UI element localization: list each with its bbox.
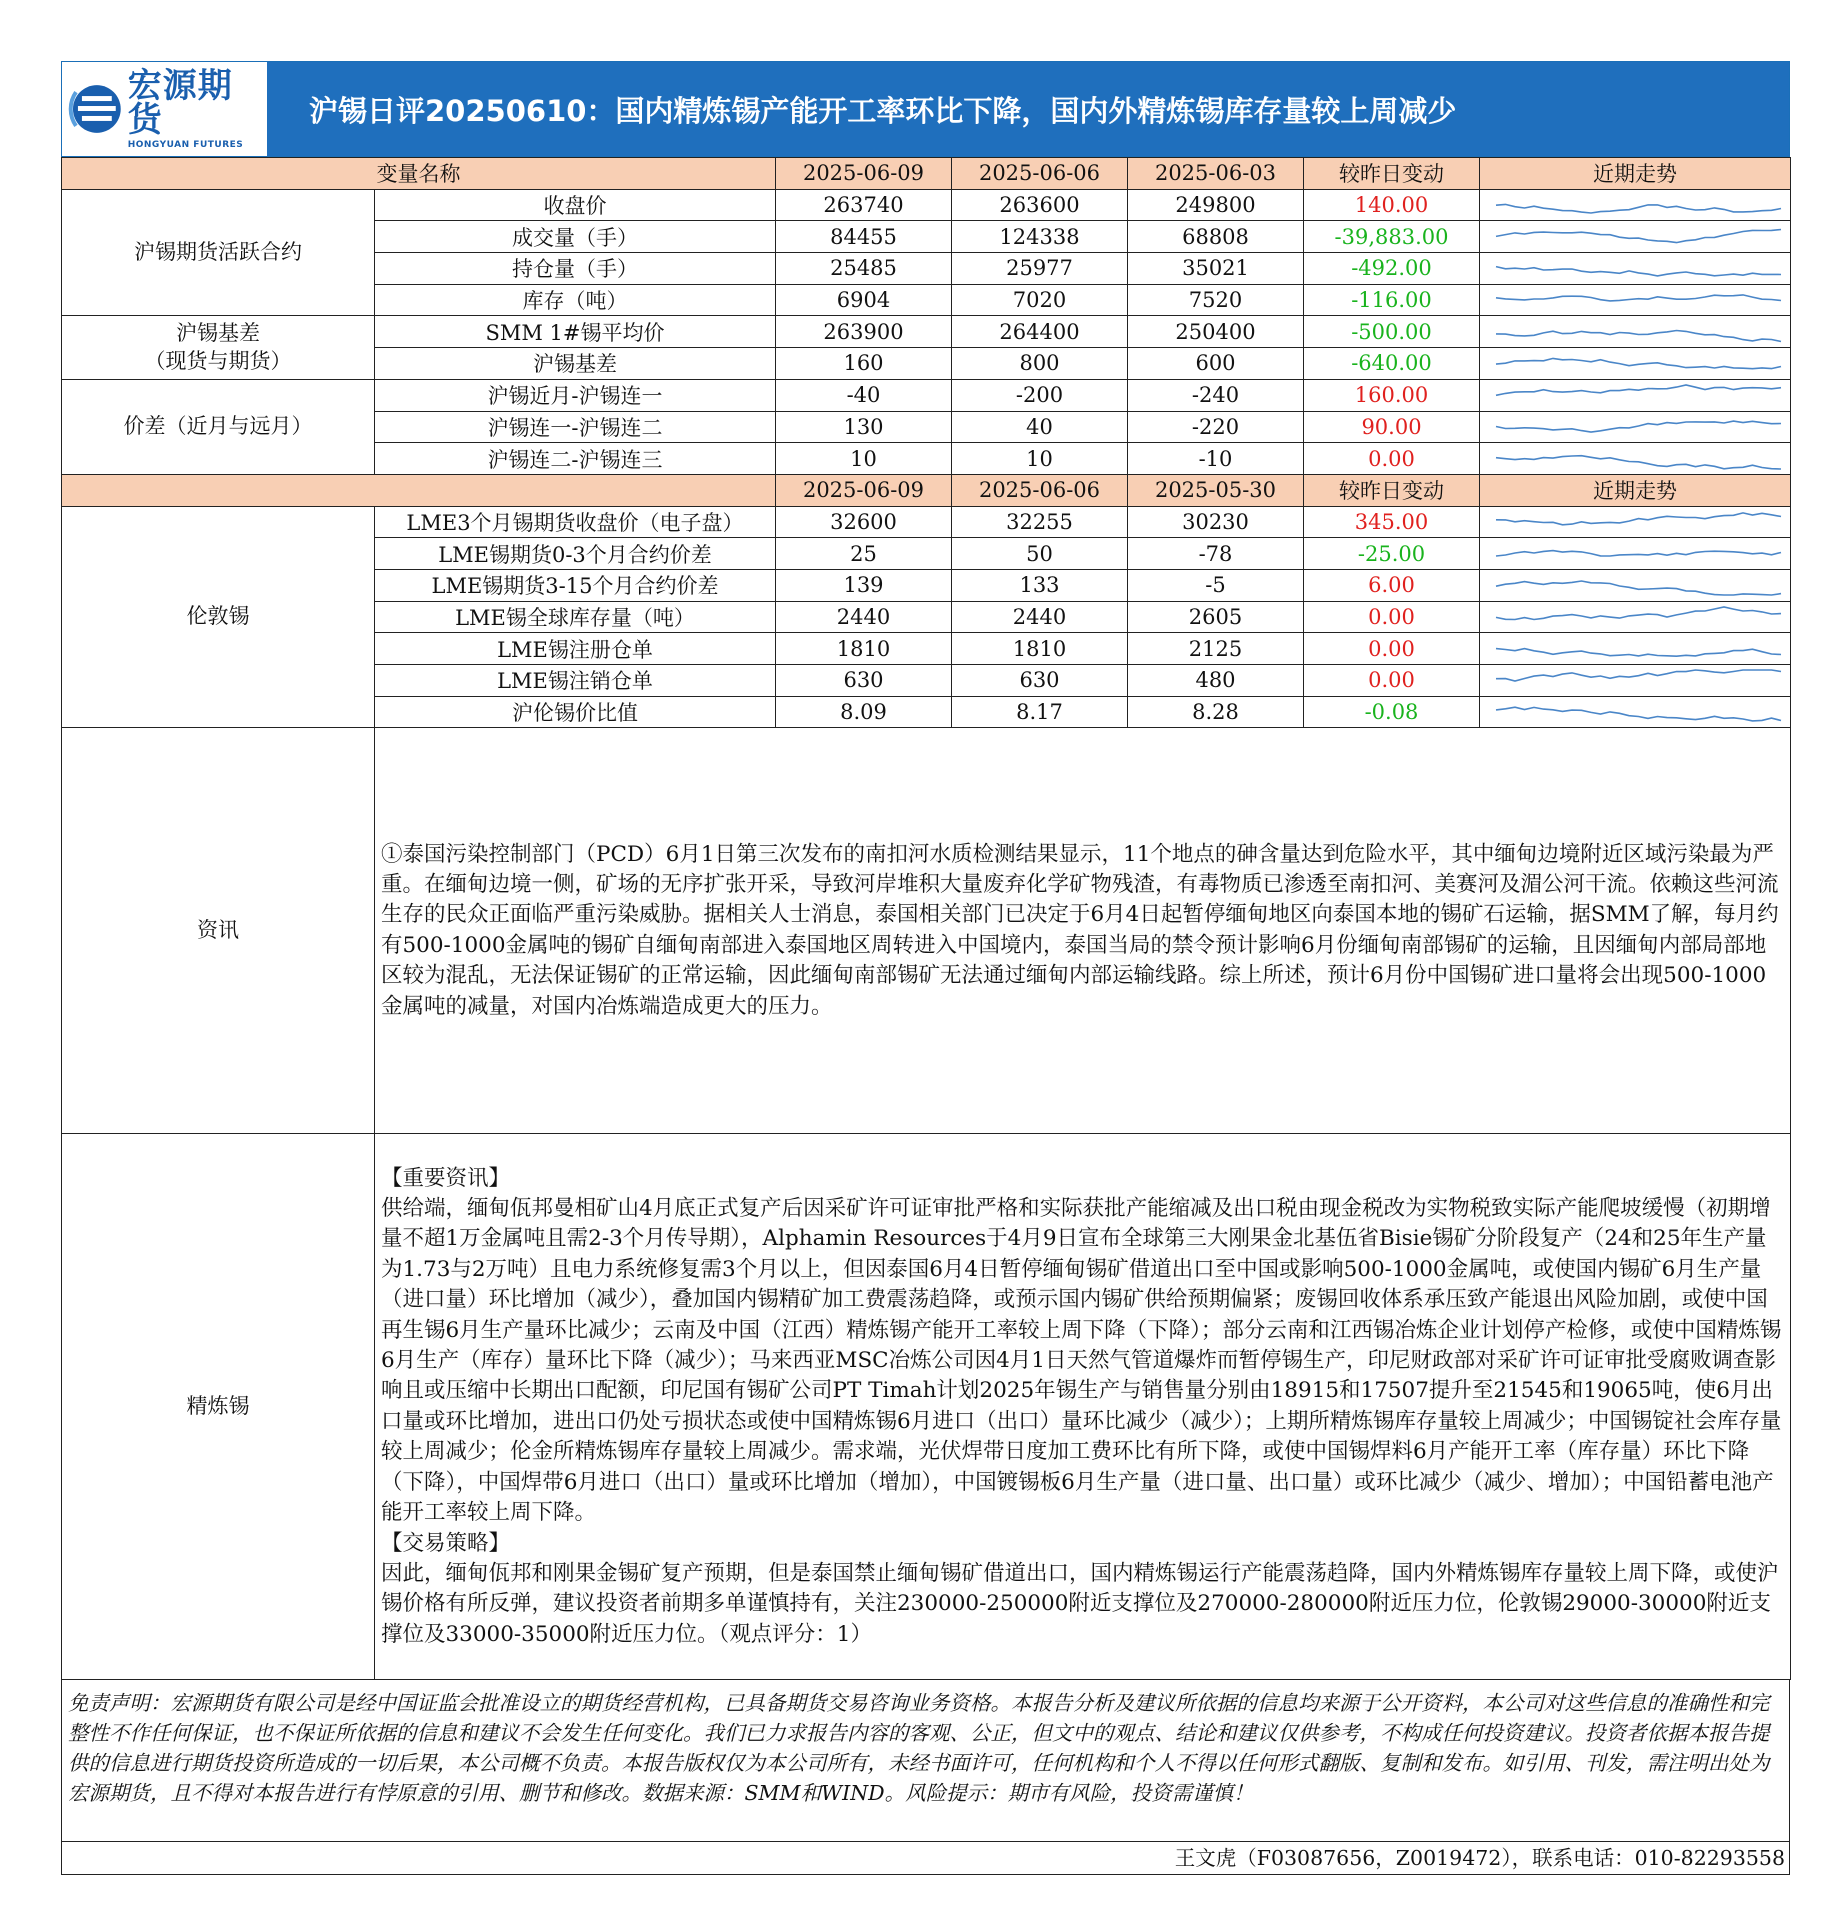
value-date-1: 2440	[776, 601, 952, 633]
value-date-1: 1810	[776, 633, 952, 665]
daily-change: -500.00	[1304, 316, 1480, 348]
value-date-3: 480	[1128, 665, 1304, 697]
daily-change: 0.00	[1304, 443, 1480, 475]
value-date-3: 35021	[1128, 253, 1304, 285]
daily-change: 6.00	[1304, 569, 1480, 601]
sparkline-chart	[1484, 190, 1791, 220]
sparkline-chart	[1484, 412, 1791, 442]
header-daily-change: 较昨日变动	[1304, 474, 1480, 506]
row-label: LME锡注册仓单	[375, 633, 776, 665]
value-date-1: 630	[776, 665, 952, 697]
value-date-3: -220	[1128, 411, 1304, 443]
sparkline-chart	[1484, 665, 1791, 695]
sparkline-chart	[1484, 570, 1791, 600]
group-label: 价差（近月与远月）	[62, 379, 375, 474]
row-label: 库存（吨）	[375, 284, 776, 316]
value-date-2: 2440	[952, 601, 1128, 633]
header-date-1: 2025-06-09	[776, 474, 952, 506]
trend-sparkline	[1480, 411, 1791, 443]
value-date-1: 6904	[776, 284, 952, 316]
sparkline-chart	[1484, 348, 1791, 378]
news-label: 资讯	[62, 728, 375, 1134]
value-date-2: 32255	[952, 506, 1128, 538]
refined-tin-label: 精炼锡	[62, 1134, 375, 1680]
daily-change: -39,883.00	[1304, 221, 1480, 253]
table-row	[62, 189, 1791, 221]
sparkline-line	[1496, 648, 1781, 656]
value-date-2: 8.17	[952, 696, 1128, 728]
sparkline-chart	[1484, 444, 1791, 474]
table-header-row	[62, 474, 1791, 506]
value-date-2: 40	[952, 411, 1128, 443]
header-recent-trend: 近期走势	[1480, 158, 1791, 190]
value-date-2: 10	[952, 443, 1128, 475]
indicator-table	[61, 157, 1791, 1680]
report-header	[61, 61, 1790, 157]
header-date-2: 2025-06-06	[952, 474, 1128, 506]
trend-sparkline	[1480, 506, 1791, 538]
value-date-3: 2125	[1128, 633, 1304, 665]
news-row	[62, 728, 1791, 1134]
section-heading: 【重要资讯】	[381, 1165, 511, 1191]
value-date-1: 263900	[776, 316, 952, 348]
disclaimer: 免责声明：宏源期货有限公司是经中国证监会批准设立的期货经营机构，已具备期货交易咨询业务资格。本报告分析及建议所依据的信息均来源于公开资料，本公司对这些信息的准确性和完整性不作任何保证，也不保证所依据的信息和建议不会发生任何变化。我们已力求报告内容的客观、公正，但文中的观点、结论和建议仅供参考，不构成任何投资建议。投资者依据本报告提供的信息进行期货投资所造成的一切后果，本公司概不负责。本报告版权仅为本公司所有，未经书面许可，任何机构和个人不得以任何形式翻版、复制和发布。如引用、刊发，需注明出处为宏源期货，且不得对本报告进行有悖原意的引用、删节和修改。数据来源：SMM和WIND。风险提示：期市有风险，投资需谨慎！	[61, 1680, 1790, 1842]
value-date-2: 7020	[952, 284, 1128, 316]
logo-english-name: HONGYUAN FUTURES	[127, 139, 244, 150]
sparkline-chart	[1484, 253, 1791, 283]
sparkline-chart	[1484, 539, 1791, 569]
daily-change: 90.00	[1304, 411, 1480, 443]
header-daily-change: 较昨日变动	[1304, 158, 1480, 190]
value-date-3: -5	[1128, 569, 1304, 601]
trend-sparkline	[1480, 189, 1791, 221]
sparkline-chart	[1484, 602, 1791, 632]
refined-tin-analysis	[375, 1134, 1791, 1680]
value-date-1: 32600	[776, 506, 952, 538]
value-date-3: -240	[1128, 379, 1304, 411]
row-label: LME锡期货0-3个月合约价差	[375, 538, 776, 570]
sparkline-chart	[1484, 697, 1791, 727]
trend-sparkline	[1480, 633, 1791, 665]
header-variable-name: 变量名称	[62, 158, 776, 190]
trend-sparkline	[1480, 665, 1791, 697]
value-date-3: 7520	[1128, 284, 1304, 316]
value-date-1: 160	[776, 348, 952, 380]
row-label: 收盘价	[375, 189, 776, 221]
sparkline-line	[1496, 550, 1781, 555]
daily-change: 140.00	[1304, 189, 1480, 221]
section-paragraph: 供给端，缅甸佤邦曼相矿山4月底正式复产后因采矿许可证审批严格和实际获批产能缩减及出口税由现金税改为实物税致实际产能爬坡缓慢（初期增量不超1万金属吨且需2-3个月传导期），Alphamin Resources于4月9日宣布全球第三大刚果金北基伍省Bisie锡矿分阶段复产（24和25年生产量为1.73与2万吨）且电力系统修复需3个月以上，但因泰国6月4日暂停缅甸锡矿借道出口至中国或影响500-1000金属吨，或使国内锡矿6月生产量（进口量）环比增加（减少），叠加国内锡精矿加工费震荡趋降，或预示国内锡矿供给预期偏紧；废锡回收体系承压致产能退出风险加剧，或使中国再生锡6月生产量环比减少；云南及中国（江西）精炼锡产能开工率较上周下降（下降）；部分云南和江西锡冶炼企业计划停产检修，或使中国精炼锡6月生产（库存）量环比下降（减少）；马来西亚MSC冶炼公司因4月1日天然气管道爆炸而暂停锡生产，印尼财政部对采矿许可证审批受腐败调查影响且或压缩中长期出口配额，印尼国有锡矿公司PT Timah计划2025年锡生产与销售量分别由18915和17507提升至21545和19065吨，使6月出口量或环比增加，进出口仍处亏损状态或使中国精炼锡6月进口（出口）量环比减少（减少）；上期所精炼锡库存量较上周减少；中国锡锭社会库存量较上周减少；伦金所精炼锡库存量较上周减少。需求端，光伏焊带日度加工费环比有所下降，或使中国锡焊料6月产能开工率（库存量）环比下降（下降），中国焊带6月进口（出口）量或环比增加（增加），中国镀锡板6月生产量（进口量、出口量）或环比减少（减少、增加）；中国铅蓄电池产能开工率较上周下降。	[381, 1196, 1782, 1526]
table-row	[62, 506, 1791, 538]
daily-change: -25.00	[1304, 538, 1480, 570]
daily-change: 0.00	[1304, 601, 1480, 633]
sparkline-line	[1496, 229, 1781, 242]
value-date-3: 2605	[1128, 601, 1304, 633]
daily-change: -0.08	[1304, 696, 1480, 728]
section-paragraph: 因此，缅甸佤邦和刚果金锡矿复产预期，但是泰国禁止缅甸锡矿借道出口，国内精炼锡运行产能震荡趋降，国内外精炼锡库存量较上周下降，或使沪锡价格有所反弹，建议投资者前期多单谨慎持有，关注230000-250000附近支撑位及270000-280000附近压力位，伦敦锡29000-30000附近支撑位及33000-35000附近压力位。（观点评分：1）	[381, 1560, 1779, 1647]
value-date-1: 263740	[776, 189, 952, 221]
sparkline-chart	[1484, 507, 1791, 537]
value-date-3: -10	[1128, 443, 1304, 475]
daily-change: 0.00	[1304, 633, 1480, 665]
group-label: 沪锡基差 （现货与期货）	[62, 316, 375, 379]
sparkline-line	[1496, 421, 1781, 432]
logo-emblem-icon	[68, 74, 122, 144]
sparkline-line	[1496, 513, 1781, 525]
value-date-1: 25	[776, 538, 952, 570]
value-date-1: 8.09	[776, 696, 952, 728]
table-header-row	[62, 158, 1791, 190]
header-date-3: 2025-06-03	[1128, 158, 1304, 190]
row-label: 沪锡连二-沪锡连三	[375, 443, 776, 475]
sparkline-line	[1496, 385, 1781, 395]
value-date-2: 264400	[952, 316, 1128, 348]
report-title: 沪锡日评20250610：国内精炼锡产能开工率环比下降，国内外精炼锡库存量较上周减少	[267, 62, 1789, 156]
value-date-2: 133	[952, 569, 1128, 601]
group-label-london-tin: 伦敦锡	[62, 506, 375, 728]
value-date-3: 8.28	[1128, 696, 1304, 728]
header-date-2: 2025-06-06	[952, 158, 1128, 190]
value-date-1: 25485	[776, 253, 952, 285]
value-date-2: 263600	[952, 189, 1128, 221]
trend-sparkline	[1480, 316, 1791, 348]
value-date-3: -78	[1128, 538, 1304, 570]
sparkline-chart	[1484, 222, 1791, 252]
value-date-1: 139	[776, 569, 952, 601]
value-date-3: 68808	[1128, 221, 1304, 253]
analyst-contact: 王文虎（F03087656，Z0019472），联系电话：010-82293558	[61, 1842, 1790, 1875]
row-label: LME锡全球库存量（吨）	[375, 601, 776, 633]
news-text: ①泰国污染控制部门（PCD）6月1日第三次发布的南扣河水质检测结果显示，11个地点的砷含量达到危险水平，其中缅甸边境附近区域污染最为严重。在缅甸边境一侧，矿场的无序扩张开采，导致河岸堆积大量废弃化学矿物残渣，有毒物质已渗透至南扣河、美赛河及湄公河干流。依赖这些河流生存的民众正面临严重污染威胁。据相关人士消息，泰国相关部门已决定于6月4日起暂停缅甸地区向泰国本地的锡矿石运输，据SMM了解，每月约有500-1000金属吨的锡矿自缅甸南部进入泰国地区周转进入中国境内，泰国当局的禁令预计影响6月份缅甸南部锡矿的运输，且因缅甸内部局部地区较为混乱，无法保证锡矿的正常运输，因此缅甸南部锡矿无法通过缅甸内部运输线路。综上所述，预计6月份中国锡矿进口量将会出现500-1000金属吨的减量，对国内冶炼端造成更大的压力。	[375, 728, 1791, 1134]
value-date-1: -40	[776, 379, 952, 411]
sparkline-line	[1496, 204, 1781, 213]
table-row	[62, 316, 1791, 348]
trend-sparkline	[1480, 348, 1791, 380]
row-label: 沪锡连一-沪锡连二	[375, 411, 776, 443]
sparkline-chart	[1484, 285, 1791, 315]
value-date-3: 600	[1128, 348, 1304, 380]
value-date-2: 800	[952, 348, 1128, 380]
trend-sparkline	[1480, 443, 1791, 475]
trend-sparkline	[1480, 221, 1791, 253]
row-label: 持仓量（手）	[375, 253, 776, 285]
trend-sparkline	[1480, 601, 1791, 633]
row-label: 沪锡基差	[375, 348, 776, 380]
sparkline-line	[1496, 607, 1781, 620]
sparkline-line	[1496, 455, 1781, 468]
report	[61, 61, 1790, 1875]
row-label: LME锡注销仓单	[375, 665, 776, 697]
value-date-1: 84455	[776, 221, 952, 253]
trend-sparkline	[1480, 284, 1791, 316]
value-date-2: 25977	[952, 253, 1128, 285]
sparkline-line	[1496, 267, 1781, 276]
row-label: 沪锡近月-沪锡连一	[375, 379, 776, 411]
trend-sparkline	[1480, 538, 1791, 570]
row-label: LME锡期货3-15个月合约价差	[375, 569, 776, 601]
value-date-3: 30230	[1128, 506, 1304, 538]
trend-sparkline	[1480, 569, 1791, 601]
sparkline-line	[1496, 670, 1781, 681]
header-date-3: 2025-05-30	[1128, 474, 1304, 506]
sparkline-line	[1496, 359, 1781, 369]
row-label: LME3个月锡期货收盘价（电子盘）	[375, 506, 776, 538]
sparkline-line	[1496, 707, 1781, 721]
daily-change: 345.00	[1304, 506, 1480, 538]
table-row	[62, 379, 1791, 411]
sparkline-chart	[1484, 634, 1791, 664]
row-label: SMM 1#锡平均价	[375, 316, 776, 348]
sparkline-chart	[1484, 380, 1791, 410]
daily-change: 0.00	[1304, 665, 1480, 697]
company-logo	[62, 62, 267, 156]
sparkline-chart	[1484, 317, 1791, 347]
value-date-1: 10	[776, 443, 952, 475]
value-date-2: 50	[952, 538, 1128, 570]
group-label: 沪锡期货活跃合约	[62, 189, 375, 316]
daily-change: -492.00	[1304, 253, 1480, 285]
value-date-3: 249800	[1128, 189, 1304, 221]
value-date-2: -200	[952, 379, 1128, 411]
daily-change: -116.00	[1304, 284, 1480, 316]
sparkline-line	[1496, 330, 1781, 341]
trend-sparkline	[1480, 379, 1791, 411]
section-heading: 【交易策略】	[381, 1530, 511, 1556]
header-recent-trend: 近期走势	[1480, 474, 1791, 506]
row-label: 成交量（手）	[375, 221, 776, 253]
trend-sparkline	[1480, 253, 1791, 285]
value-date-3: 250400	[1128, 316, 1304, 348]
value-date-2: 1810	[952, 633, 1128, 665]
value-date-2: 124338	[952, 221, 1128, 253]
header-variable-name	[62, 474, 776, 506]
trend-sparkline	[1480, 696, 1791, 728]
daily-change: 160.00	[1304, 379, 1480, 411]
sparkline-line	[1496, 295, 1781, 301]
row-label: 沪伦锡价比值	[375, 696, 776, 728]
sparkline-line	[1496, 581, 1781, 595]
header-date-1: 2025-06-09	[776, 158, 952, 190]
value-date-2: 630	[952, 665, 1128, 697]
logo-chinese-name: 宏源期货	[127, 65, 233, 140]
value-date-1: 130	[776, 411, 952, 443]
daily-change: -640.00	[1304, 348, 1480, 380]
refined-tin-row	[62, 1134, 1791, 1680]
